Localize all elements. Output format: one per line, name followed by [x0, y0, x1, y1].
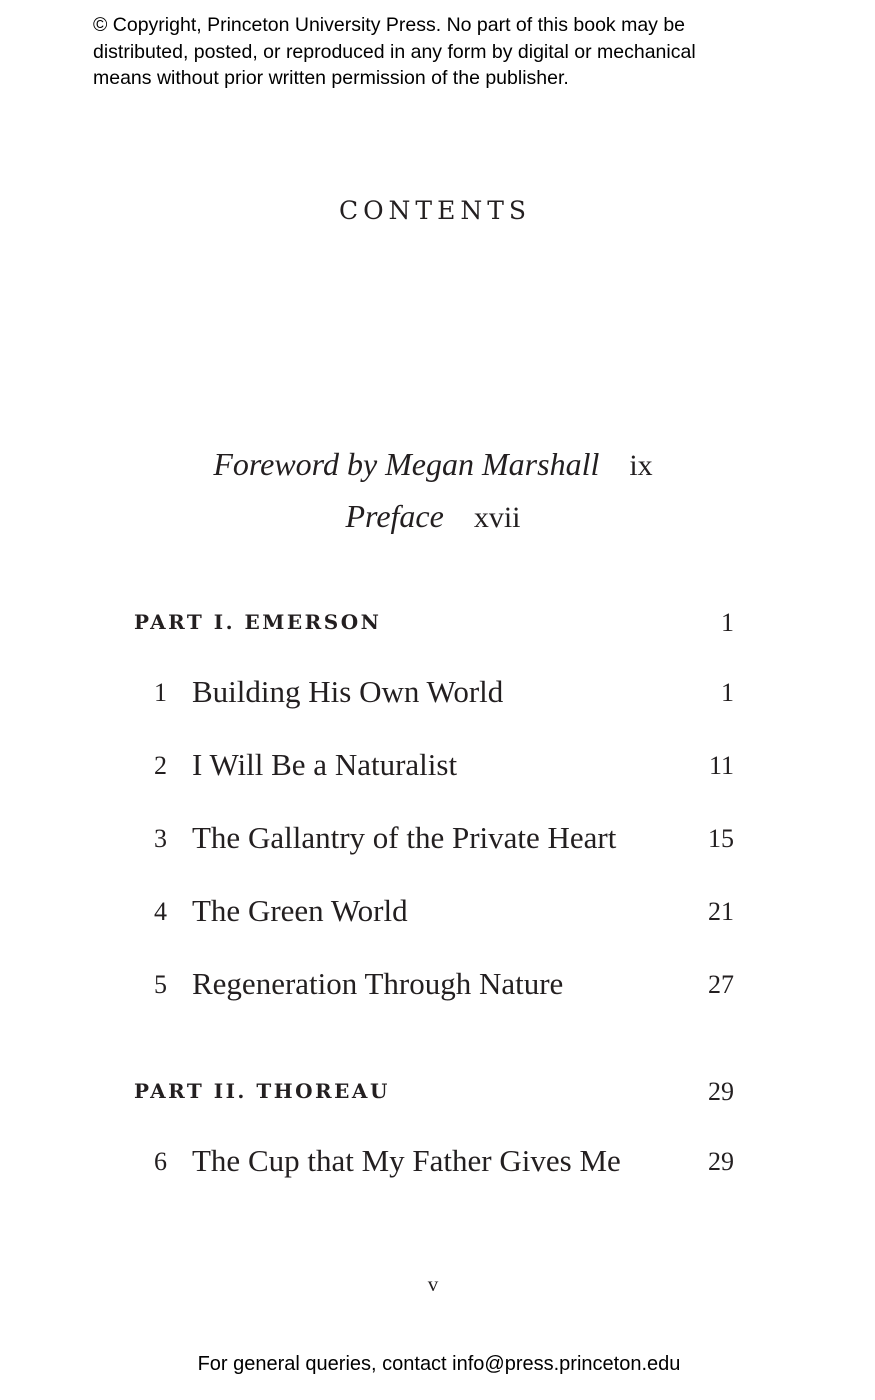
toc-entry-page: ix: [629, 449, 653, 482]
part-title: PART I. EMERSON: [134, 610, 382, 634]
chapter-page: 21: [708, 897, 734, 926]
chapter-title: Regeneration Through Nature: [192, 966, 564, 1001]
chapter-number: 5: [154, 970, 167, 999]
part-title: PART II. THOREAU: [134, 1079, 390, 1103]
chapter-page: 15: [708, 824, 734, 853]
chapter-number: 3: [154, 824, 167, 853]
chapter-title: I Will Be a Naturalist: [192, 747, 458, 782]
copyright-line: means without prior written permission of the publisher.: [93, 67, 569, 89]
page-number: v: [427, 1272, 439, 1296]
copyright-notice: [93, 12, 833, 92]
toc-chapter-3[interactable]: [134, 820, 734, 860]
part-page: 1: [721, 608, 734, 637]
toc-entry-title: Preface: [345, 498, 444, 534]
toc-entry-page: xvii: [473, 501, 521, 534]
chapter-page: 1: [721, 678, 734, 707]
chapter-page: 11: [708, 751, 734, 780]
chapter-page: 27: [708, 970, 734, 999]
toc-chapter-5[interactable]: [134, 966, 734, 1006]
toc-chapter-4[interactable]: [134, 893, 734, 933]
part-page: 29: [708, 1077, 734, 1106]
chapter-number: 2: [154, 751, 167, 780]
toc-chapter-1[interactable]: [134, 674, 734, 714]
chapter-title: The Gallantry of the Private Heart: [192, 820, 617, 855]
copyright-line: distributed, posted, or reproduced in any form by digital or mechanical: [93, 40, 696, 63]
chapter-title: Building His Own World: [192, 674, 504, 709]
chapter-title: The Cup that My Father Gives Me: [192, 1143, 621, 1178]
chapter-number: 6: [154, 1147, 167, 1176]
chapter-title: The Green World: [192, 893, 408, 928]
copyright-line: © Copyright, Princeton University Press. No part of this book may be: [93, 14, 686, 36]
contents-heading: CONTENTS: [338, 196, 532, 225]
chapter-page: 29: [708, 1147, 734, 1176]
toc-entry-title: Foreword by Megan Marshall: [213, 446, 600, 482]
toc-chapter-6[interactable]: [134, 1143, 734, 1183]
toc-entry-foreword[interactable]: [0, 446, 866, 483]
toc-entry-preface[interactable]: [0, 498, 866, 535]
chapter-number: 1: [154, 678, 167, 707]
footer-contact: For general queries, contact info@press.princeton.edu: [197, 1353, 681, 1375]
toc-chapter-2[interactable]: [134, 747, 734, 787]
chapter-number: 4: [154, 897, 167, 926]
